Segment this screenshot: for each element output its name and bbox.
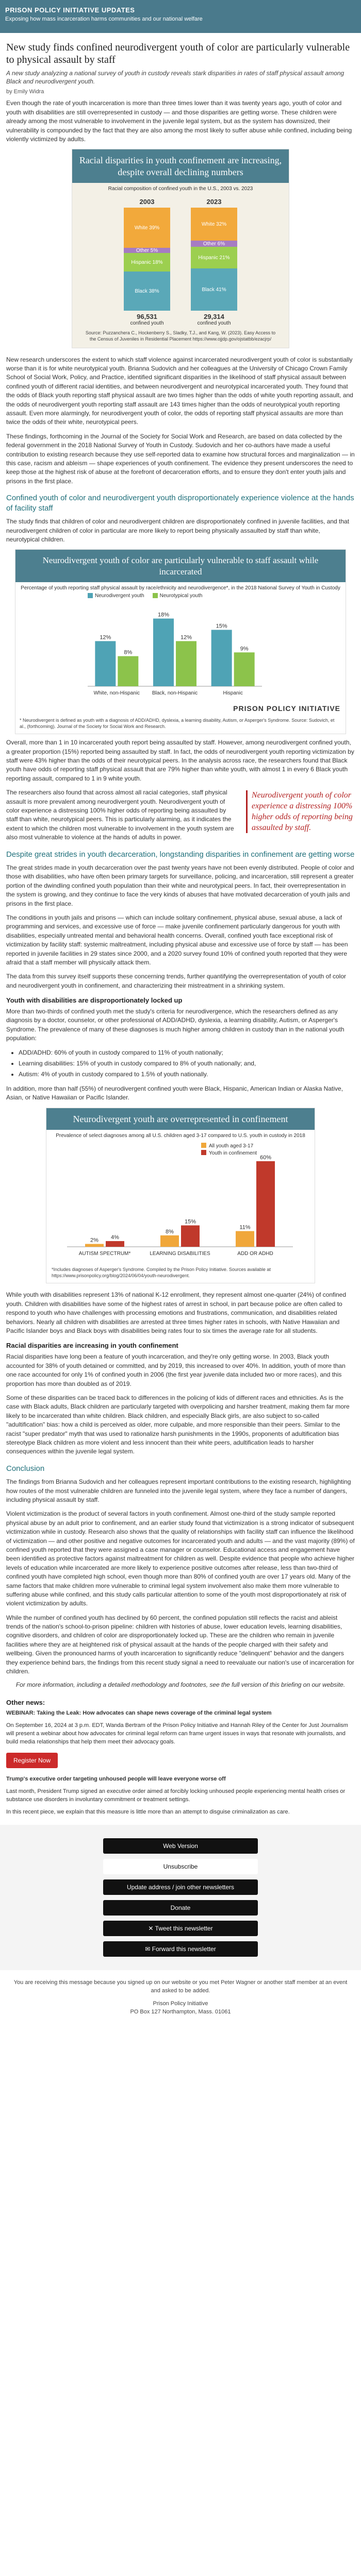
chart-legend bbox=[15, 591, 346, 599]
bar-youth-in-confinement bbox=[181, 1226, 200, 1247]
bar-column-2023 bbox=[191, 198, 237, 326]
bar-neurodivergent-youth bbox=[153, 618, 174, 686]
figure-source: Source: Puzzanchera C., Hockenberry S., Sladky, T.J., and Kang, W. (2023). Easy Access to the Census of Juveniles in Residential Placement https://www.ojjdp.gov/ojstatbb/ezacjrp/ bbox=[85, 330, 276, 342]
year-label: 2003 bbox=[139, 198, 155, 206]
article-title[interactable]: New study finds confined neurodivergent youth of color are particularly vulnerable to physical assault by staff bbox=[6, 42, 350, 65]
data-label: 15% bbox=[216, 623, 227, 630]
webinar-title: WEBINAR: Taking the Leak: How advocates can shape news coverage of the criminal legal system bbox=[6, 1710, 272, 1717]
data-label: 8% bbox=[124, 649, 133, 656]
total-value: 29,314 bbox=[204, 313, 224, 321]
footer bbox=[0, 1970, 361, 2027]
paragraph-enrollment: While youth with disabilities represent 13% of national K-12 enrollment, they represent almost one-quarter (24%) of confined youth. Children with disabilities have some of the highest rates of arrest in school, in part because police are often called to respond to youth who have challenges with processing emotions and frustrations, communication, and disabilities related behaviors. Nearly all children with disabilities are arrested at three times higher rates in schools, with Native Hawaiian and Pacific Islander boys and Black boys with disabilities being rates four to six times the average rate for all students. bbox=[6, 1291, 347, 1335]
figure-staff-assault[interactable] bbox=[15, 549, 346, 734]
bar-segment-hispanic: Hispanic 18% bbox=[124, 253, 170, 272]
unsubscribe-link[interactable]: Unsubscribe bbox=[103, 1859, 258, 1874]
data-label: 15% bbox=[184, 1218, 196, 1225]
bar-segment-white: White 32% bbox=[191, 208, 237, 241]
legend-item-neurodivergent: Neurodivergent youth bbox=[88, 593, 144, 599]
webinar-text: On September 16, 2024 at 3 p.m. EDT, Wanda Bertram of the Prison Policy Initiative and Hannah Riley of the Center for Just Journalism will present a webinar about how advocates for criminal legal reform can frame urgent issues in ways that resonate with journalists, and build media relationships that help them meet their advocacy goals. bbox=[6, 1722, 348, 1745]
paragraph-conditions: The conditions in youth jails and prisons — which can include solitary confinement, physical abuse, sexual abuse, a lack of programming and services, and excessive use of force — make juvenile confinement particularly dangerous for youth with disabilities, especially untreated mental and behavioral health concerns. Overall, confined youth face exceptional risk of victimization by facility staff: systemic maltreatment, including physical abuse and excessive use of force by staff — has been reported in juvenile facilities in 29 states since 2000, and a 2020 survey found 10% of confined youth reported that they were afraid that a staff member will physically attack them. bbox=[6, 913, 348, 966]
bar-neurodivergent-youth bbox=[211, 630, 232, 686]
year-label: 2023 bbox=[206, 198, 222, 206]
data-label: 2% bbox=[90, 1237, 99, 1244]
subscription-reason: You are receiving this message because you signed up on our website or you met Peter Wagner or another staff member at an event and asked to be added. bbox=[13, 1979, 348, 1994]
paragraph-criteria: More than two-thirds of confined youth met the study's criteria for neurodivergence, which the researchers defined as any diagnosis by a doctor, counselor, or other professional of ADD/ADHD, dyslexia, a learning disability, Autism, or Asperger's Syndrome. The prevalence of many of these diagnoses is much higher among children in custody than in the national youth population: bbox=[6, 1008, 344, 1042]
footer-address: PO Box 127 Northampton, Mass. 01061 bbox=[130, 2009, 231, 2015]
bar-segment-white: White 39% bbox=[124, 208, 170, 248]
bar-youth-in-confinement bbox=[106, 1241, 124, 1247]
paragraph-findings: These findings, forthcoming in the Journal of the Society for Social Work and Research, are based on data collected by the federal government in the 2018 National Survey of Youth in Custody. Sudovich and her co-authors have made a useful contribution to existing research because they use self-reported data to examine how structural forces and marginalization — in this case, racism and ableism — shape experiences of youth confinement. The evidence they present underscores the need to keep those at the highest risk of abuse at the forefront of decarceration efforts, and to ensure they don't enter youth jails and prisons in the first place. bbox=[6, 432, 355, 485]
bar-neurotypical-youth bbox=[176, 641, 196, 686]
paragraph-study: The study finds that children of color and neurodivergent children are disproportionately confined in juvenile facilities, and that neurodivergent children of color in particular are more likely to report being physically assaulted by staff than white, neurotypical children. bbox=[6, 518, 350, 543]
stacked-bar bbox=[191, 208, 237, 311]
data-label: 18% bbox=[157, 612, 170, 618]
subheading-disabilities: Youth with disabilities are disproportionately locked up bbox=[6, 996, 183, 1005]
paragraph-policing: Some of these disparities can be traced back to differences in the policing of kids of different races and ethnicities. As is the case with Black adults, Black children are particularly targeted with overpolicing and harsher treatment, making them far more likely to be incarcerated than white children. Black children, and especially Black girls, are also subject to so-called "adultification" bias: how a child is perceived as older, more culpable, and more responsible than their peers. Similar to the racist "super predator" myth that was used to rationalize harsh punishments in the 1990s, proponents of adultification bias stereotype Black children as more violent and less innocent than their white peers, adultification leads to harsher consequences within the juvenile legal system. bbox=[6, 1394, 350, 1455]
paragraph-racial-history: Racial disparities have long been a feature of youth incarceration, and they're only getting worse. In 2003, Black youth accounted for 38% of youth detained or committed, and by 2019, this increased to over 40%. In addition, youth of more than one race accounted for only 1% of confined youth in 2006 (the first year juvenile data included two or more races), and this proportion has more than doubled as of 2019. bbox=[6, 1353, 346, 1387]
forward-button[interactable]: ✉ Forward this newsletter bbox=[103, 1941, 258, 1957]
list-item: • Autism: 4% of youth in custody compared to 1.5% of youth nationally. bbox=[19, 1070, 355, 1079]
category-label: ADD OR ADHD bbox=[237, 1251, 273, 1257]
other-news-heading: Other news: bbox=[6, 1699, 45, 1707]
section-heading-disparities: Despite great strides in youth decarceration, longstanding disparities in confinement are getting worse bbox=[6, 850, 355, 859]
data-label: 8% bbox=[166, 1228, 174, 1235]
bar-all-youth-aged-3-17 bbox=[236, 1231, 254, 1247]
data-label: 11% bbox=[239, 1224, 251, 1231]
register-button[interactable]: Register Now bbox=[6, 1753, 58, 1768]
paragraph-conclusion-1: The findings from Brianna Sudovich and her colleagues represent important contributions to the existing research, highlighting how routes of the most vulnerable children are funneled into the juvenile legal system, where they face a number of dangers, including physical assault by staff. bbox=[6, 1478, 351, 1504]
bar-segment-black: Black 41% bbox=[191, 268, 237, 311]
paragraph-conclusion-3: While the number of confined youth has declined by 60 percent, the confined population still reflects the racist and ableist trends of the nation's school-to-prison pipeline: children with histories of abuse, lower education levels, learning disabilities, cognitive disorders, and children of color are disproportionately locked up. These are the children who remain in juvenile facilities where they are at heightened risk of physical assault at the hands of the people charged with their safety and wellbeing. Given the pronounced harms of youth incarceration to significantly reduce "delinquent" behavior and the dangers they experience behind bars, the findings from this recent study signal a need to reevaluate our nation's use of incarceration for children. bbox=[6, 1614, 354, 1675]
category-label: White, non-Hispanic bbox=[93, 690, 140, 696]
bar-segment-other: Other 6% bbox=[191, 241, 237, 247]
list-item: • Learning disabilities: 15% of youth in custody compared to 8% of youth nationally; and, bbox=[19, 1059, 355, 1068]
brand-logo-text: PRISON POLICY INITIATIVE bbox=[233, 704, 340, 713]
figure-title: Racial disparities in youth confinement are increasing, despite overall declining numbers bbox=[72, 149, 289, 183]
bar-segment-hispanic: Hispanic 21% bbox=[191, 247, 237, 268]
subheading-racial: Racial disparities are increasing in youth confinement bbox=[6, 1342, 178, 1350]
action-buttons bbox=[0, 1825, 361, 1970]
footer-org: Prison Policy Initiative bbox=[153, 2000, 208, 2007]
legend-label: All youth aged 3-17 bbox=[209, 1143, 254, 1149]
section-heading-violence: Confined youth of color and neurodivergent youth disproportionately experience violence at the hands of facility staff bbox=[6, 494, 354, 513]
trump-text: Last month, President Trump signed an executive order aimed at forcibly locking unhoused people experiencing mental health crises or substance use disorders in involuntary commitment or treatment settings. bbox=[6, 1788, 346, 1803]
figure-racial-disparities[interactable] bbox=[72, 149, 289, 348]
bar-neurodivergent-youth bbox=[95, 641, 116, 686]
list-item: • ADD/ADHD: 60% of youth in custody compared to 11% of youth nationally; bbox=[19, 1048, 355, 1057]
diagnosis-list bbox=[6, 1048, 355, 1079]
data-label: 4% bbox=[111, 1234, 119, 1241]
bar-neurotypical-youth bbox=[118, 656, 138, 686]
bar-youth-in-confinement bbox=[256, 1161, 275, 1247]
paragraph-half: In addition, more than half (55%) of neurodivergent confined youth were Black, Hispanic, American Indian or Alaska Native, Asian, or Native Hawaiian or Pacific Islander. bbox=[6, 1084, 343, 1101]
tweet-button[interactable]: ✕ Tweet this newsletter bbox=[103, 1921, 258, 1936]
paragraph-racial: The researchers also found that across almost all racial categories, staff physical assault is more prevalent among neurodivergent youth. Neurodivergent youth of color experience a distressing 100% higher odds of reporting being assaulted by staff than white, neurotypical peers. This is particularly alarming, as it indicates the extent to which the children most vulnerable to involvement in the youth system are also most vulnerable to violence at the hands of adults in power. bbox=[6, 789, 234, 841]
paragraph-research: New research underscores the extent to which staff violence against incarcerated neurodivergent youth of color is substantially worse than it is for white neurotypical youth. Brianna Sudovich and her colleagues at the University of Chicago Crown Family School of Social Work, Policy, and Practice, identified significant disparities in the likelihood of staff physical assault between confined youth of different racial identities, and between neurodivergent and neurotypical incarcerated youth. They found that the odds of Black youth reporting staff physical assault are two times higher than the odds of white youth reporting assault, and the odds of neurodivergent youth reporting staff assault are 143 times higher than the odds of neurotypical youth reporting assault. Even more alarmingly, for neurodivergent youth of color, the odds of reporting staff physical assaults are more than twice the odds of their white, neurotypical peers. bbox=[6, 355, 353, 426]
section-heading-conclusion: Conclusion bbox=[6, 1464, 45, 1473]
data-label: 12% bbox=[180, 634, 192, 641]
figure-overrepresented[interactable] bbox=[46, 1108, 315, 1284]
data-label: 60% bbox=[259, 1154, 272, 1161]
legend-item-neurotypical: Neurotypical youth bbox=[153, 593, 203, 599]
data-label: 9% bbox=[240, 646, 249, 652]
trump-title: Trump's executive order targeting unhoused people will leave everyone worse off bbox=[6, 1776, 226, 1783]
category-label: LEARNING DISABILITIES bbox=[150, 1251, 210, 1257]
figure-title: Neurodivergent youth of color are particularly vulnerable to staff assault while incarcerated bbox=[15, 550, 346, 582]
bar-all-youth-aged-3-17 bbox=[85, 1244, 104, 1247]
legend-swatch bbox=[201, 1143, 206, 1148]
grouped-bar-chart bbox=[46, 1139, 314, 1262]
bar-segment-other: Other 5% bbox=[124, 248, 170, 253]
grouped-bar-chart bbox=[15, 599, 344, 702]
bar-segment-black: Black 38% bbox=[124, 272, 170, 311]
figure-note: *Includes diagnoses of Asperger's Syndrome. Compiled by the Prison Policy Initiative. Sources available at https://www.prisonpolicy.org/blog/2024/06/04/youth-neurodivergent. bbox=[52, 1267, 271, 1278]
paragraph-intro: Even though the rate of youth incarceration is more than three times lower than it was twenty years ago, youth of color and youth with disabilities are still overrepresented in custody — and those disparities are getting worse. These children were already among the most vulnerable to involvement in the juvenile legal system, but as the system has downsized, their vulnerability is compounded by the fact that they are also among the most likely to suffer abuse while confined, including being violently victimized by adults. bbox=[6, 99, 352, 143]
paragraph-strides: The great strides made in youth decarceration over the past twenty years have not been evenly distributed. People of color and those with disabilities, who have often been primary targets for surveillance, policing, and incarceration, still represent a greater portion of the dwindling confined youth population than their white and neurotypical peers. In fact, their overrepresentation in the system is growing, and they continue to face the very kinds of abuses that have motivated decarceration of youth jails and prisons in the first place. bbox=[6, 864, 354, 907]
paragraph-conclusion-2: Violent victimization is the product of several factors in youth confinement. Almost one-third of the study sample reported physical abuse by an adult prior to confinement, and an earlier study found that victimization is a strong indicator of subsequent victimization while in custody. Research also shows that the quality of relationships with facility staff can influence the likelihood of victimization — and other positive and negative outcomes for incarcerated youth and adults — and the vast majority (89%) of confined youth reported that they were assigned a case manager or counselor. Educational access and engagement have been identified as protective factors against maltreatment for children as well. Despite evidence that people who achieve higher levels of education while incarcerated are more likely to experience positive outcomes after release, less than two-third of confined youth have completed high school, even though more than 80% of confined youth are over 17 years old. Many of the same factors that make children more vulnerable to criminal legal system involvement also make them more vulnerable to suffering abuse while confined, and this study calls particular attention to some of the youth most disproportionately at risk of violent victimization by adults. bbox=[6, 1510, 355, 1607]
stacked-bar bbox=[124, 208, 170, 311]
update-address-button[interactable]: Update address / join other newsletters bbox=[103, 1879, 258, 1895]
pull-quote: Neurodivergent youth of color experience a distressing 100% higher odds of reporting being assaulted by staff. bbox=[246, 790, 355, 833]
category-label: Hispanic bbox=[223, 690, 243, 696]
figure-caption: Racial composition of confined youth in the U.S., 2003 vs. 2023 bbox=[108, 186, 253, 192]
total-value: 96,531 bbox=[137, 313, 157, 321]
legend-swatch bbox=[201, 1150, 206, 1155]
web-version-button[interactable]: Web Version bbox=[103, 1838, 258, 1854]
legend-label: Youth in confinement bbox=[209, 1150, 257, 1157]
category-label: AUTISM SPECTRUM* bbox=[78, 1251, 131, 1257]
total-label: confined youth bbox=[197, 320, 231, 327]
article-body bbox=[0, 33, 361, 1688]
twitter-icon: ✕ bbox=[148, 1924, 155, 1932]
figure-subtitle: Percentage of youth reporting staff physical assault by race/ethnicity and neurodivergence*, in the 2018 National Survey of Youth in Custody bbox=[21, 585, 340, 591]
org-tagline: Exposing how mass incarceration harms communities and our national welfare bbox=[5, 16, 203, 22]
email-icon: ✉ bbox=[145, 1945, 152, 1953]
total-label: confined youth bbox=[130, 320, 164, 327]
bar-neurotypical-youth bbox=[234, 652, 255, 686]
article-byline: by Emily Widra bbox=[6, 89, 44, 95]
figure-note: * Neurodivergent is defined as youth with a diagnosis of ADD/ADHD, dyslexia, a learning disability, Autism, or Asperger's Syndrome. Source: Sudovich, et al., (forthcoming). Journal of the Society for Social Work and Research. bbox=[20, 717, 335, 729]
figure-title: Neurodivergent youth are overrepresented in confinement bbox=[46, 1108, 315, 1130]
donate-button[interactable]: Donate bbox=[103, 1900, 258, 1916]
stacked-bar-chart bbox=[72, 195, 289, 326]
newsletter-header bbox=[0, 0, 361, 33]
bar-column-2003 bbox=[124, 198, 170, 326]
closing-note[interactable]: For more information, including a detailed methodology and footnotes, see the full version of this briefing on our website. bbox=[15, 1681, 346, 1689]
category-label: Black, non-Hispanic bbox=[152, 690, 198, 696]
data-label: 12% bbox=[100, 634, 111, 641]
figure-subtitle: Prevalence of select diagnoses among all U.S. children aged 3-17 compared to U.S. youth in custody in 2018 bbox=[56, 1133, 305, 1139]
trump-text-2: In this recent piece, we explain that this measure is little more than an attempt to disguise criminalization as care. bbox=[6, 1809, 290, 1815]
paragraph-overall: Overall, more than 1 in 10 incarcerated youth report being assaulted by staff. However, among neurodivergent confined youth, a greater proportion (15%) reported being assaulted by staff. In fact, the odds of neurodivergent youth reporting victimization by staff were 43% higher than the odds of their neurotypical peers. In the analysis across race, the researchers found that Black youth have odds of reporting staff physical assault that are 79% higher than white youth, with almost 1 in every 6 Black youth reporting assault, compared to 1 in 9 white youth. bbox=[6, 739, 354, 782]
article-subtitle: A new study analyzing a national survey of youth in custody reveals stark disparities in rates of staff physical assault among Black and neurodivergent youth. bbox=[6, 70, 344, 86]
paragraph-survey: The data from this survey itself supports these concerning trends, further quantifying the overrepresentation of youth of color and neurodivergent youth in confinement, and characterizing their mistreatment in a shrinking system. bbox=[6, 973, 347, 989]
other-news-section bbox=[0, 1699, 361, 1817]
bar-all-youth-aged-3-17 bbox=[160, 1235, 179, 1247]
org-name[interactable]: PRISON POLICY INITIATIVE UPDATES bbox=[5, 6, 135, 14]
